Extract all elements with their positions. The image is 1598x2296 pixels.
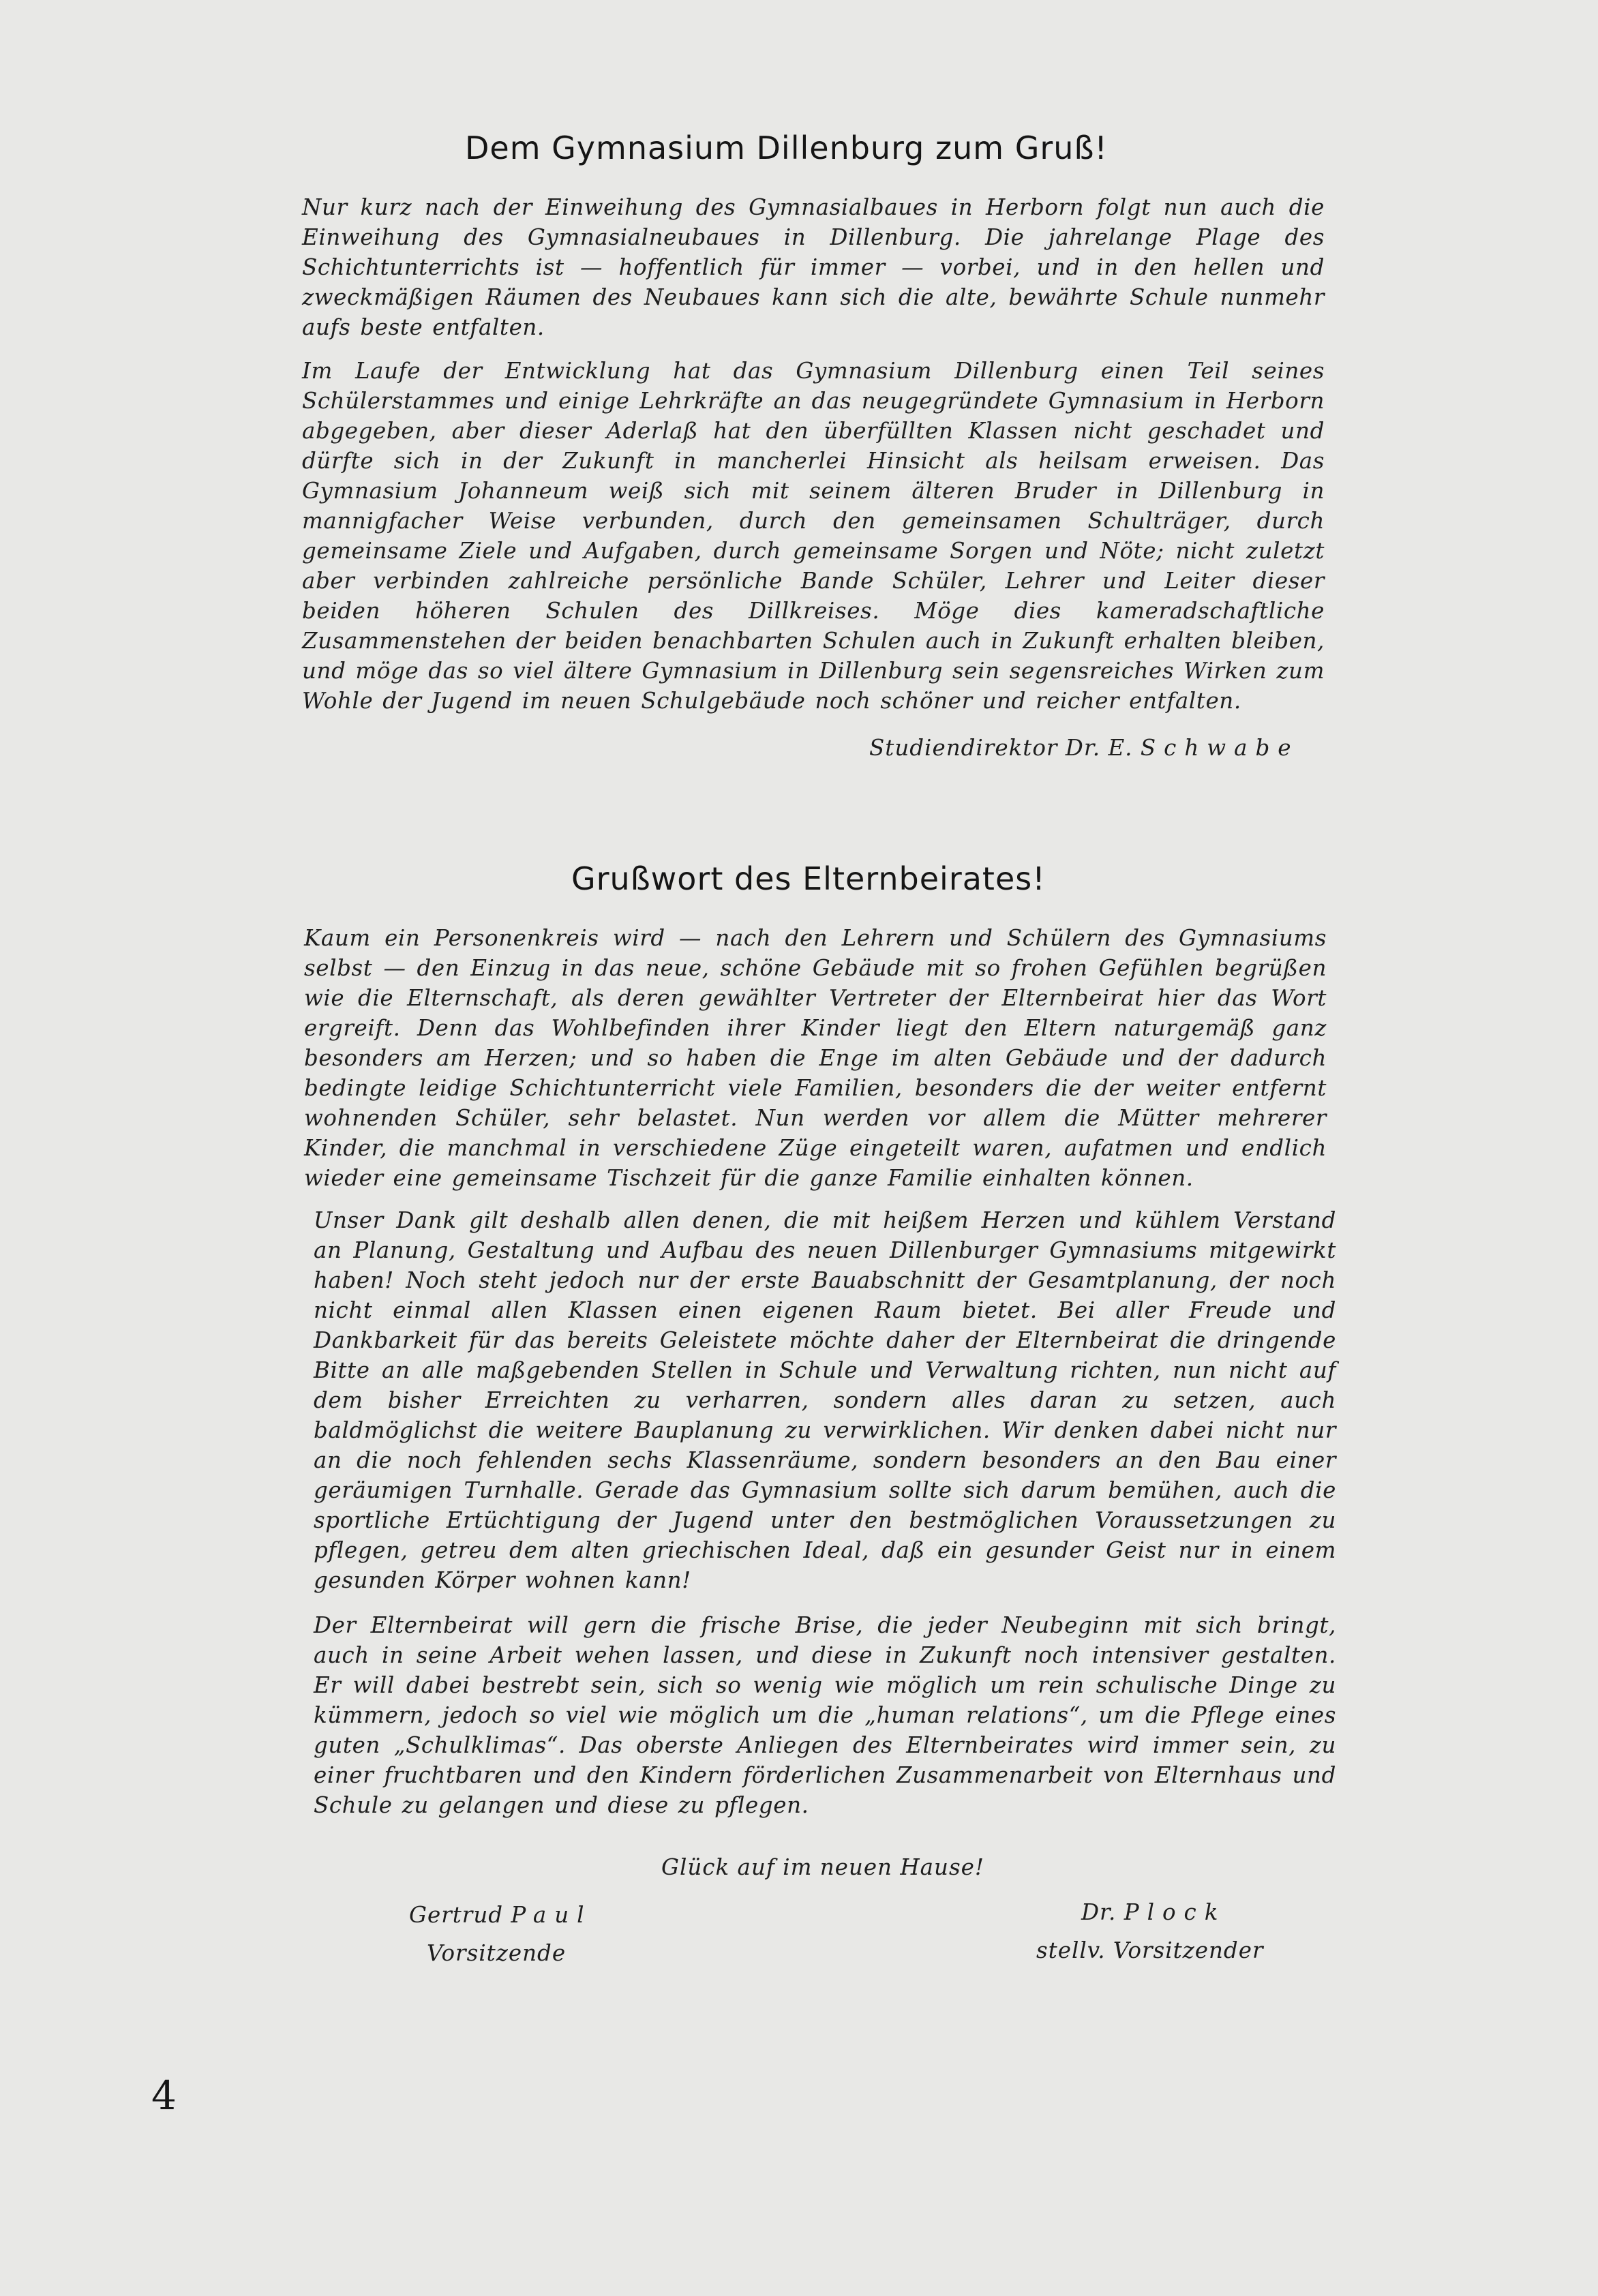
section2-paragraph-1: Kaum ein Personenkreis wird — nach den Lehrern und Schülern des Gymnasiums selbst — den Einzug in das neue, schöne Gebäude mit so frohen Gefühlen begrüßen wie die Elternschaft, als deren gewählter Vertreter der Elternbeirat hier das Wort ergreift. Denn das Wohlbefinden ihrer Kinder liegt den Eltern naturgemäß ganz besonders am Herzen; und so haben die Enge im alten Gebäude und der dadurch bedingte leidige Schichtunterricht viele Familien, besonders die der weiter entfernt wohnenden Schüler, sehr belastet. Nun werden vor allem die Mütter mehrerer Kinder, die manchmal in verschiedene Züge eingeteilt waren, aufatmen und endlich wieder eine gemeinsame Tischzeit für die ganze Familie einhalten können. xyxy=(304,925,1327,1191)
section2-paragraph-2: Unser Dank gilt deshalb allen denen, die mit heißem Herzen und kühlem Verstand an Planung, Gestaltung und Aufbau des neuen Dillenburger Gymnasiums mitgewirkt haben! Noch steht jedoch nur der erste Bauabschnitt der Gesamtplanung, der noch nicht einmal allen Klassen einen eigenen Raum bietet. Bei aller Freude und Dankbarkeit für das bereits Geleistete möchte daher der Elternbeirat die dringende Bitte an alle maßgebenden Stellen in Schule und Verwaltung richten, nun nicht auf dem bisher Erreichten zu verharren, sondern alles daran zu setzen, auch baldmöglichst die weitere Bauplanung zu verwirklichen. Wir denken dabei nicht nur an die noch fehlenden sechs Klassenräume, sondern besonders an den Bau einer geräumigen Turnhalle. Gerade das Gymnasium sollte sich darum bemühen, auch die sportliche Ertüchtigung der Jugend unter den bestmöglichen Voraussetzungen zu pflegen, getreu dem alten griechischen Ideal, daß ein gesunder Geist nur in einem gesunden Körper wohnen kann! xyxy=(314,1207,1336,1593)
signer-left-last: Paul xyxy=(511,1902,592,1928)
signer-right-first: Dr. xyxy=(1081,1899,1117,1925)
section2-heading: Grußwort des Elternbeirates! xyxy=(571,860,1046,897)
signer-left-name xyxy=(409,1902,592,1928)
page-number: 4 xyxy=(151,2072,177,2119)
section2-paragraph-3: Der Elternbeirat will gern die frische Brise, die jeder Neubeginn mit sich bringt, auch in seine Arbeit wehen lassen, und diese in Zukunft noch intensiver gestalten. Er will dabei bestrebt sein, sich so wenig wie möglich um rein schulische Dinge zu kümmern, jedoch so viel wie möglich um die „human relations“, um die Pflege eines guten „Schulklimas“. Das oberste Anliegen des Elternbeirates wird immer sein, zu einer fruchtbaren und den Kindern förderlichen Zusammenarbeit von Elternhaus und Schule zu gelangen und diese zu pflegen. xyxy=(314,1612,1336,1818)
signature-title: Studiendirektor Dr. E. xyxy=(869,735,1133,761)
closing-line: Glück auf im neuen Hause! xyxy=(661,1854,984,1880)
section1-paragraph-2: Im Laufe der Entwicklung hat das Gymnasium Dillenburg einen Teil seines Schülerstammes und einige Lehrkräfte an das neugegründete Gymnasium in Herborn abgegeben, aber dieser Aderlaß hat den überfüllten Klassen nicht geschadet und dürfte sich in der Zukunft in mancherlei Hinsicht als heilsam erweisen. Das Gymnasium Johanneum weiß sich mit seinem älteren Bruder in Dillenburg in mannigfacher Weise verbunden, durch den gemeinsamen Schulträger, durch gemeinsame Ziele und Aufgaben, durch gemeinsame Sorgen und Nöte; nicht zuletzt aber verbinden zahlreiche persönliche Bande Schüler, Lehrer und Leiter dieser beiden höheren Schulen des Dillkreises. Möge dies kameradschaftliche Zusammenstehen der beiden benachbarten Schulen auch in Zukunft erhalten bleiben, und möge das so viel ältere Gymnasium in Dillenburg sein segensreiches Wirken zum Wohle der Jugend im neuen Schulgebäude noch schöner und reicher entfalten. xyxy=(302,358,1325,714)
section1-signature xyxy=(869,735,1299,761)
signer-left-role: Vorsitzende xyxy=(427,1940,567,1966)
signature-name: Schwabe xyxy=(1140,735,1299,761)
signer-left-first: Gertrud xyxy=(409,1902,504,1928)
signer-right-role: stellv. Vorsitzender xyxy=(1036,1937,1264,1963)
signer-right-last: Plock xyxy=(1124,1899,1226,1925)
section1-heading: Dem Gymnasium Dillenburg zum Gruß! xyxy=(465,130,1108,166)
section1-paragraph-1: Nur kurz nach der Einweihung des Gymnasialbaues in Herborn folgt nun auch die Einweihung des Gymnasialneubaues in Dillenburg. Die jahrelange Plage des Schichtunterrichts ist — hoffentlich für immer — vorbei, und in den hellen und zweckmäßigen Räumen des Neubaues kann sich die alte, bewährte Schule nunmehr aufs beste entfalten. xyxy=(302,194,1325,340)
signer-right-name xyxy=(1081,1899,1226,1925)
